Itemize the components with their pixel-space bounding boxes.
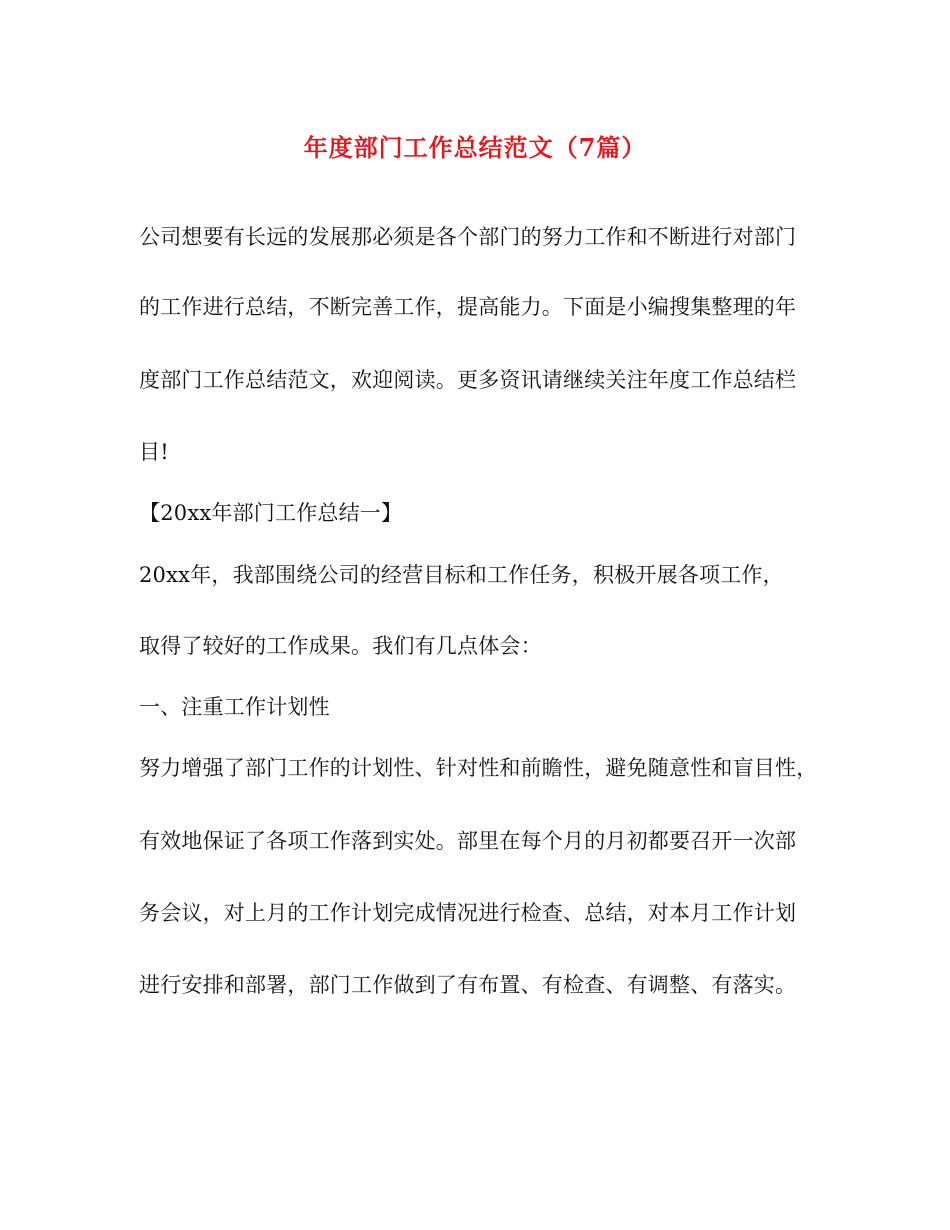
- body-line-5: 务会议，对上月的工作计划完成情况进行检查、总结，对本月工作计划: [139, 901, 797, 925]
- section-heading: 【20xx年部门工作总结一】: [139, 501, 403, 525]
- body-line-3: 努力增强了部门工作的计划性、针对性和前瞻性，避免随意性和盲目性，: [139, 756, 818, 780]
- intro-line-4: 目!: [139, 440, 169, 464]
- body-line-6: 进行安排和部署，部门工作做到了有布置、有检查、有调整、有落实。: [139, 973, 797, 997]
- body-line-4: 有效地保证了各项工作落到实处。部里在每个月的月初都要召开一次部: [139, 829, 797, 853]
- intro-line-2: 的工作进行总结，不断完善工作，提高能力。下面是小编搜集整理的年: [139, 295, 797, 319]
- body-line-1: 20xx年，我部围绕公司的经营目标和工作任务，积极开展各项工作，: [139, 563, 784, 587]
- document-title: 年度部门工作总结范文（7篇）: [303, 133, 647, 162]
- subheading: 一、注重工作计划性: [139, 695, 330, 719]
- intro-line-3: 度部门工作总结范文，欢迎阅读。更多资讯请继续关注年度工作总结栏: [139, 368, 797, 392]
- body-line-2: 取得了较好的工作成果。我们有几点体会：: [139, 634, 542, 658]
- intro-line-1: 公司想要有长远的发展那必须是各个部门的努力工作和不断进行对部门: [139, 225, 797, 249]
